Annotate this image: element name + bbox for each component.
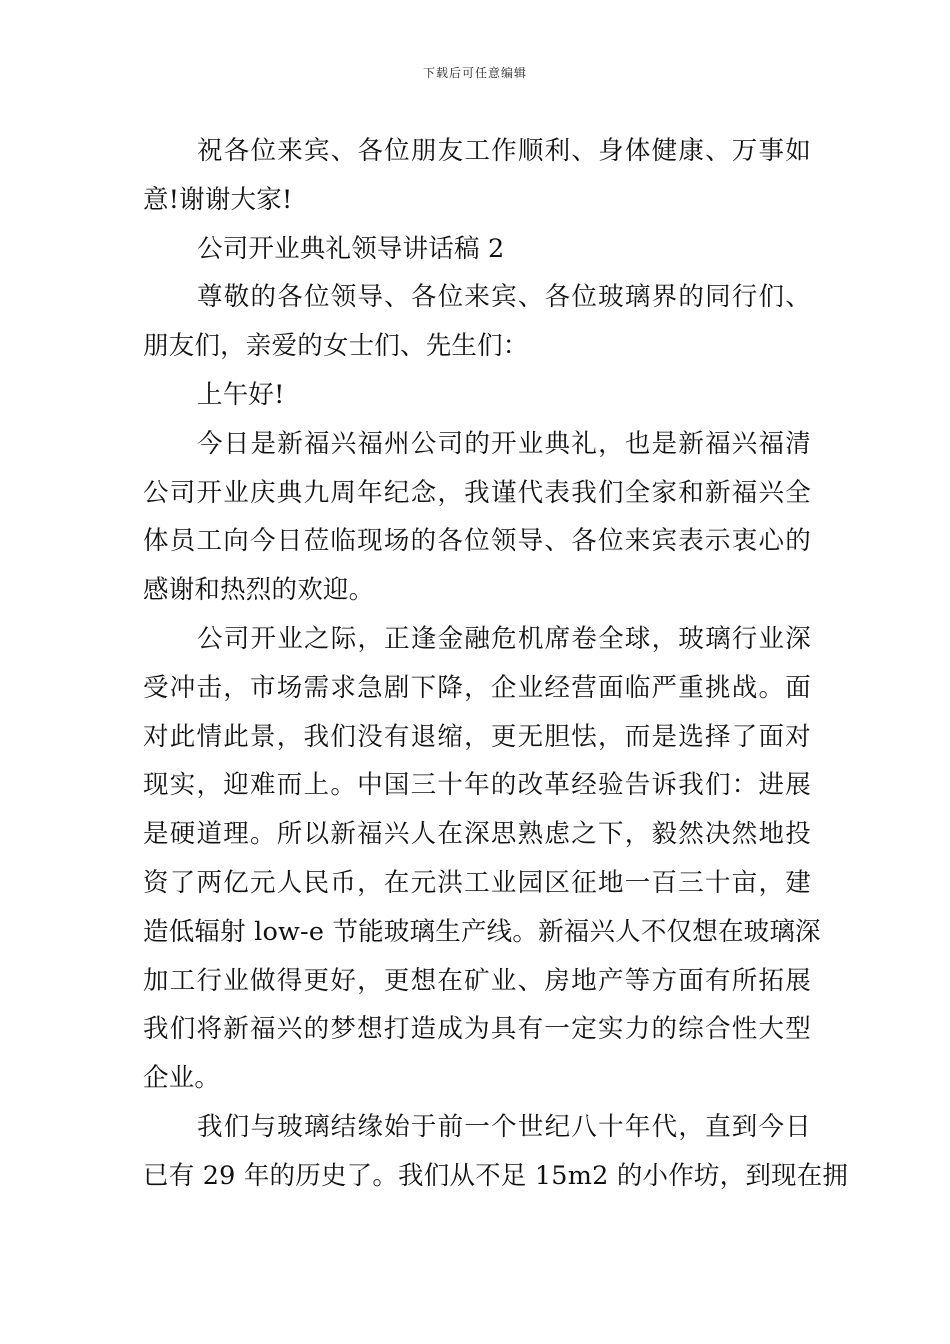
text-line: 已有 29 年的历史了。我们从不足 15m2 的小作坊，到现在拥 bbox=[143, 1160, 849, 1191]
text-line: 公司开业典礼领导讲话稿 2 bbox=[197, 233, 505, 264]
text-line: 尊敬的各位领导、各位来宾、各位玻璃界的同行们、 bbox=[197, 282, 811, 313]
text-line: 感谢和热烈的欢迎。 bbox=[143, 575, 375, 606]
text-line: 体员工向今日莅临现场的各位领导、各位来宾表示衷心的 bbox=[143, 526, 811, 557]
text-line: 公司开业之际，正逢金融危机席卷全球，玻璃行业深 bbox=[197, 623, 811, 654]
text-line: 现实，迎难而上。中国三十年的改革经验告诉我们：进展 bbox=[143, 770, 811, 801]
text-line: 造低辐射 low-e 节能玻璃生产线。新福兴人不仅想在玻璃深 bbox=[143, 916, 821, 947]
document-body bbox=[143, 127, 849, 1201]
text-line: 今日是新福兴福州公司的开业典礼，也是新福兴福清 bbox=[197, 428, 811, 459]
text-line: 受冲击，市场需求急剧下降，企业经营面临严重挑战。面 bbox=[143, 672, 811, 703]
text-line: 是硬道理。所以新福兴人在深思熟虑之下，毅然决然地投 bbox=[143, 819, 811, 850]
text-line: 意!谢谢大家! bbox=[143, 184, 293, 215]
text-line: 对此情此景，我们没有退缩，更无胆怯，而是选择了面对 bbox=[143, 721, 811, 752]
text-line: 资了两亿元人民币，在元洪工业园区征地一百三十亩，建 bbox=[143, 867, 811, 898]
text-line: 我们将新福兴的梦想打造成为具有一定实力的综合性大型 bbox=[143, 1014, 811, 1045]
text-line: 朋友们，亲爱的女士们、先生们： bbox=[143, 331, 529, 362]
text-line: 企业。 bbox=[143, 1063, 221, 1094]
text-line: 祝各位来宾、各位朋友工作顺利、身体健康、万事如 bbox=[197, 136, 811, 166]
page-header: 下载后可任意编辑 bbox=[422, 66, 527, 80]
text-line: 公司开业庆典九周年纪念，我谨代表我们全家和新福兴全 bbox=[143, 477, 811, 508]
text-line: 上午好! bbox=[197, 379, 285, 410]
text-line: 加工行业做得更好，更想在矿业、房地产等方面有所拓展 bbox=[143, 965, 811, 996]
text-line: 我们与玻璃结缘始于前一个世纪八十年代，直到今日 bbox=[197, 1111, 811, 1142]
